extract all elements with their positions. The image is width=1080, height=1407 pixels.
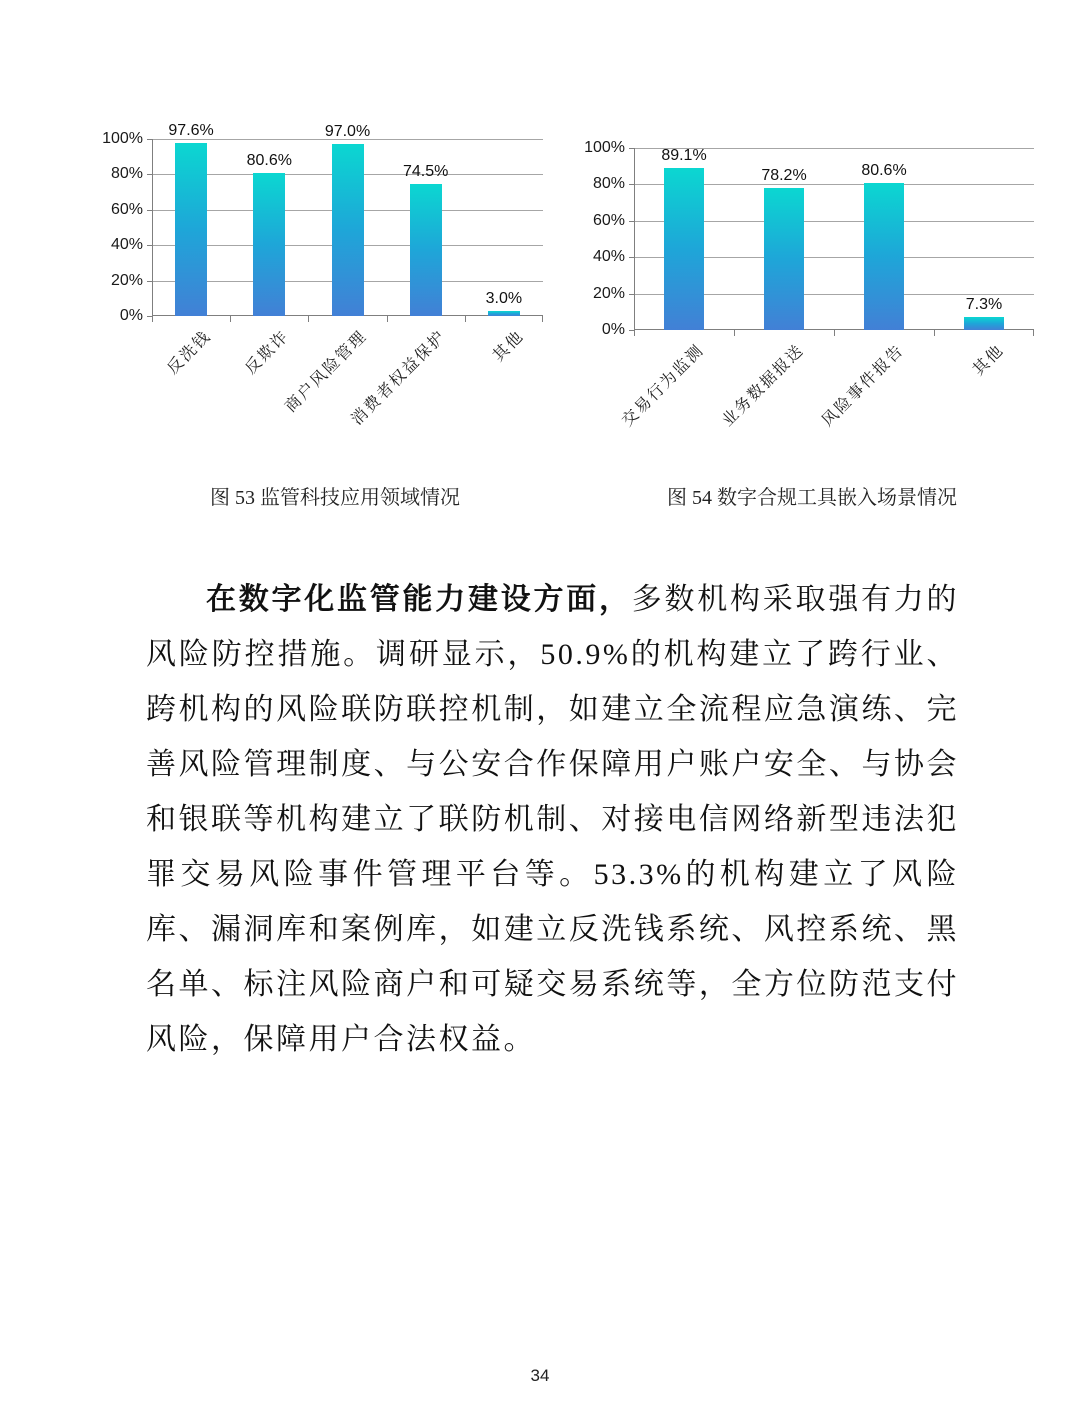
bar-value-label: 74.5%	[403, 163, 449, 181]
y-tick	[629, 148, 634, 149]
x-tick	[1033, 330, 1034, 336]
x-tick	[634, 330, 635, 336]
y-tick-label: 0%	[119, 307, 143, 324]
x-tick	[934, 330, 935, 336]
x-tick	[387, 316, 388, 322]
figure-54-caption: 图 54 数字合规工具嵌入场景情况	[667, 487, 957, 509]
page-number: 34	[530, 1366, 550, 1385]
bar	[253, 173, 285, 316]
y-tick	[147, 139, 152, 140]
x-category-label: 反洗钱	[164, 327, 215, 378]
y-tick-label: 60%	[110, 200, 143, 218]
y-tick	[629, 330, 634, 331]
bar-value-label: 97.6%	[168, 122, 214, 140]
bar-value-label: 78.2%	[761, 166, 807, 184]
x-category-label: 消费者权益保护	[348, 327, 450, 429]
body-text-block	[146, 572, 959, 1067]
bar	[410, 184, 442, 316]
bar	[664, 168, 704, 330]
x-tick	[230, 316, 231, 322]
y-axis	[152, 139, 153, 321]
y-tick-label: 60%	[592, 211, 625, 229]
x-category-label: 反欺诈	[242, 327, 293, 378]
y-tick	[147, 210, 152, 211]
bar	[864, 183, 904, 330]
y-tick-label: 100%	[102, 130, 143, 147]
y-tick-label: 100%	[584, 139, 625, 156]
bar-value-label: 7.3%	[965, 295, 1003, 313]
y-tick	[629, 257, 634, 258]
bar	[488, 311, 520, 316]
y-tick	[629, 294, 634, 295]
figure-53-caption: 图 53 监管科技应用领域情况	[210, 487, 460, 509]
body-paragraph	[146, 572, 959, 1067]
y-tick-label: 0%	[601, 321, 625, 338]
y-tick-label: 40%	[110, 236, 143, 254]
bar-value-label: 97.0%	[324, 123, 371, 141]
bar	[764, 188, 804, 330]
y-tick-label: 40%	[592, 248, 625, 266]
x-category-label: 风险事件报告	[819, 341, 908, 430]
x-category-label: 业务数据报送	[719, 341, 808, 430]
x-category-label: 其他	[970, 341, 1008, 380]
paragraph-text: 多数机构采取强有力的风险防控措施。调研显示，50.9%的机构建立了跨行业、跨机构的风险联防联控机制，如建立全流程应急演练、完善风险管理制度、与公安合作保障用户账户安全、与协会和银联等机构建立了联防机制、对接电信网络新型违法犯罪交易风险事件管理平台等。53.3%的机构建立了风险库、漏洞库和案例库，如建立反洗钱系统、风控系统、黑名单、标注风险商户和可疑交易系统等，全方位防范支付风险，保障用户合法权益。	[146, 583, 959, 1056]
y-tick	[147, 281, 152, 282]
x-tick	[734, 330, 735, 336]
bar-value-label: 80.6%	[861, 162, 907, 180]
y-tick	[147, 316, 152, 317]
x-tick	[152, 316, 153, 322]
x-category-label: 商户风险管理	[282, 327, 372, 416]
y-tick-label: 20%	[592, 284, 625, 302]
plot-area	[634, 148, 1034, 330]
bar-value-label: 89.1%	[661, 146, 707, 164]
bar-value-label: 3.0%	[485, 289, 523, 307]
bar-value-label: 80.6%	[246, 152, 292, 170]
bar	[175, 143, 207, 316]
paragraph-lead-bold: 在数字化监管能力建设方面，	[206, 583, 632, 616]
y-tick	[629, 221, 634, 222]
y-tick	[147, 245, 152, 246]
y-tick	[629, 184, 634, 185]
y-tick	[147, 174, 152, 175]
y-axis	[634, 148, 635, 335]
y-tick-label: 80%	[592, 175, 625, 193]
figure-54-bar-chart	[578, 139, 1044, 480]
x-tick	[834, 330, 835, 336]
x-category-label: 交易行为监测	[619, 341, 708, 430]
x-tick	[465, 316, 466, 322]
y-tick-label: 80%	[110, 165, 143, 183]
x-tick	[542, 316, 543, 322]
x-tick	[308, 316, 309, 322]
y-tick-label: 20%	[110, 271, 143, 289]
plot-area	[152, 122, 543, 316]
bar	[332, 144, 364, 316]
x-category-label: 其他	[489, 327, 528, 366]
figure-53-bar-chart	[97, 122, 553, 481]
bar	[964, 317, 1004, 330]
